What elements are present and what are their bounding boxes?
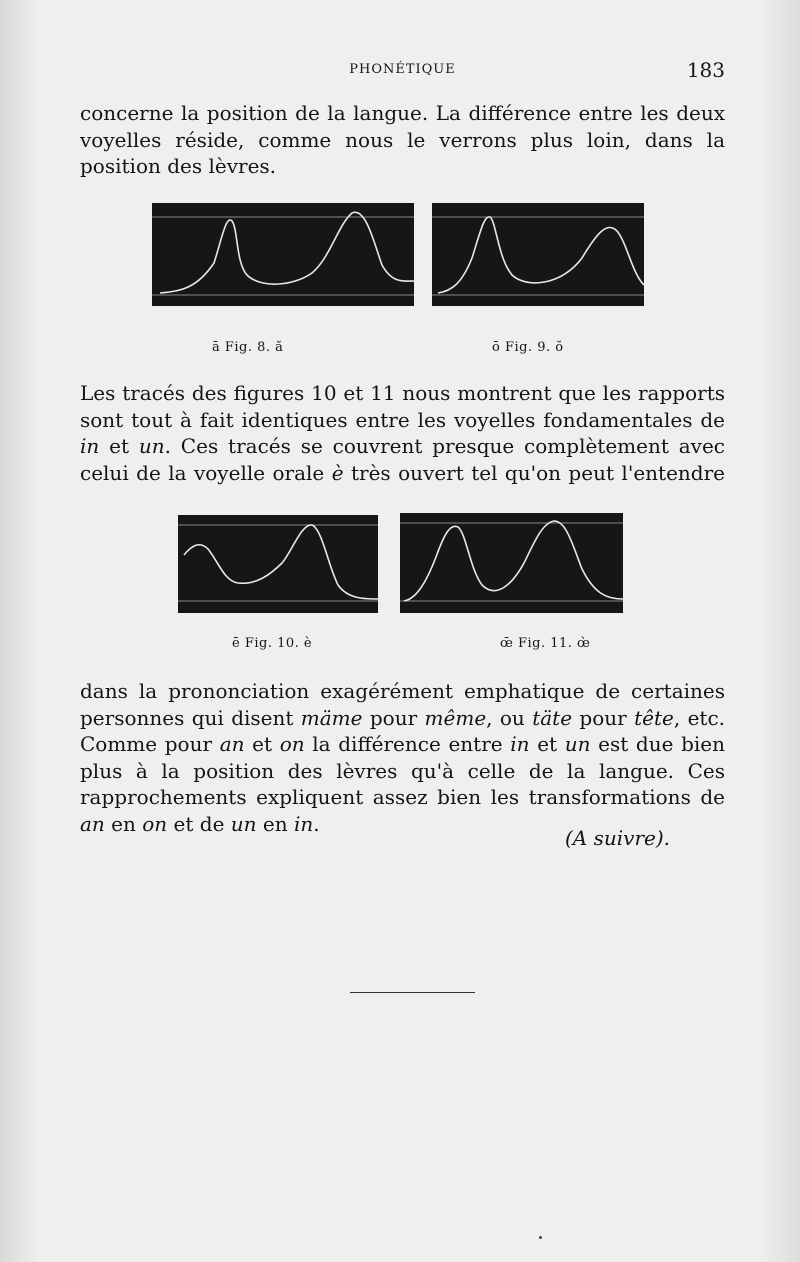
running-header [80, 58, 725, 82]
to-be-continued: (A suivre). [565, 826, 670, 850]
word: tête [634, 705, 674, 730]
word: in [510, 732, 530, 756]
ink-dot [539, 1236, 542, 1239]
paragraph-2-text [80, 380, 725, 486]
figure-10-trace [178, 515, 378, 613]
text-run: et [99, 434, 139, 458]
figure-10-caption: ē Fig. 10. è [232, 636, 313, 651]
word: on [142, 811, 168, 836]
text-run: Les tracés des figures 10 et 11 nous montrent que les rapports sont tout à fait identiques entre les voyelles fondamentales de [80, 381, 725, 432]
text-run: en [104, 811, 143, 836]
figure-11-caption: œ̄ Fig. 11. œ̀ [500, 636, 591, 651]
paragraph-3-text [80, 678, 725, 837]
word: an [80, 811, 105, 836]
text-run: dans la prononciation exagérément emphatique de certaines personnes qui disent [80, 679, 725, 730]
text-run: pour [572, 705, 635, 730]
text-run: et de [167, 811, 231, 836]
text-run: . Ces tracés se couvrent presque complètement avec celui de la voyelle orale [80, 434, 725, 485]
word-e: è [331, 460, 344, 485]
text-run: pour [362, 705, 425, 730]
word: même [424, 705, 487, 730]
paragraph-1 [80, 100, 725, 180]
running-title: PHONÉTIQUE [349, 62, 456, 77]
word: in [293, 811, 314, 836]
figure-9-trace [432, 203, 644, 306]
text-run: . [313, 811, 320, 836]
figure-8-trace [152, 203, 414, 306]
figure-8-caption: ā Fig. 8. ă [212, 340, 284, 355]
word: un [564, 732, 591, 756]
text-run: et [244, 732, 280, 756]
text-run: en [256, 811, 294, 836]
paragraph-3 [80, 678, 725, 837]
paragraph-1-text: concerne la position de la langue. La différence entre les deux voyelles réside, comme nous le verrons plus loin, dans la position des lèvres. [80, 101, 725, 178]
separator-rule [350, 992, 475, 993]
text-run: , ou [486, 705, 533, 730]
word-in: in [80, 434, 100, 458]
text-run: et [529, 732, 565, 756]
text-run: la différence entre [304, 732, 511, 756]
word: un [230, 811, 257, 836]
text-run: très ouvert tel qu'on peut l'entendre [343, 460, 725, 485]
word: täte [532, 705, 573, 730]
word: mäme [300, 705, 363, 730]
word: an [219, 732, 245, 756]
text-run: , etc. Comme pour [80, 705, 726, 756]
page-number: 183 [686, 58, 725, 82]
figure-9-caption: ō Fig. 9. ŏ [492, 340, 564, 355]
word: on [279, 732, 305, 756]
word-un: un [138, 434, 165, 458]
figure-11-trace [400, 513, 623, 613]
text-run: est due bien plus à la position des lèvres qu'à celle de la langue. Ces rapprochements expliquent assez bien les transformations de [80, 732, 726, 809]
paragraph-2 [80, 380, 725, 486]
